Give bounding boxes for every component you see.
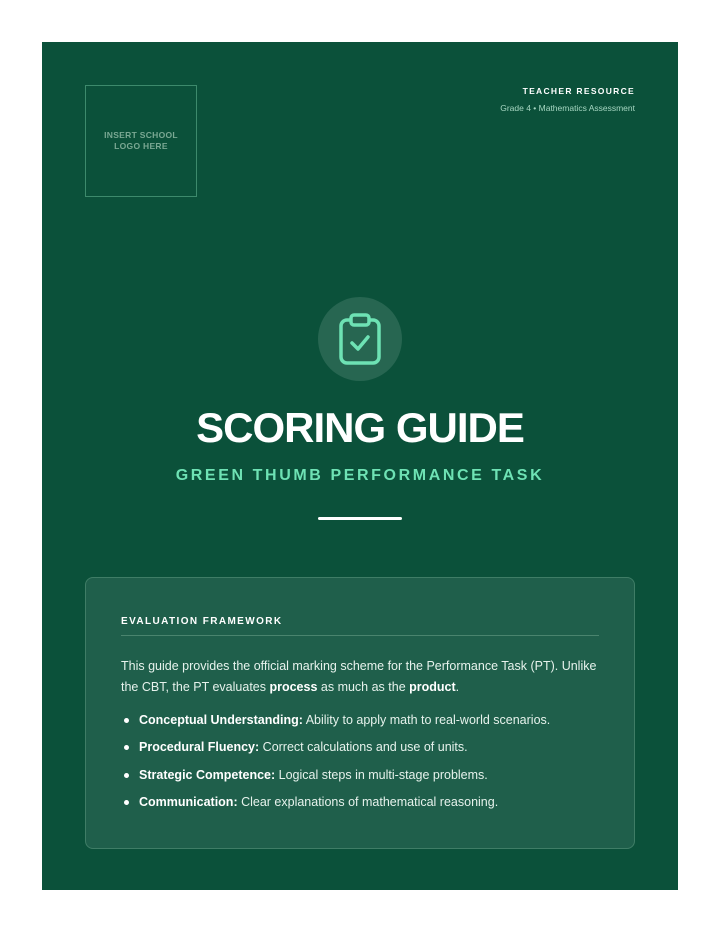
logo-placeholder-text: INSERT SCHOOL LOGO HERE	[104, 130, 178, 151]
header-meta	[500, 86, 635, 113]
list-item	[121, 739, 550, 766]
criterion-desc: Ability to apply math to real-world scenarios.	[302, 713, 551, 727]
intro-emphasis-product: product	[409, 680, 456, 694]
criterion-desc: Clear explanations of mathematical reasoning.	[237, 794, 499, 809]
criterion-term: Procedural Fluency:	[139, 740, 260, 755]
school-logo-placeholder	[85, 85, 197, 197]
framework-intro	[121, 656, 611, 698]
framework-divider	[121, 635, 599, 636]
criterion-desc: Logical steps in multi-stage problems.	[275, 767, 488, 782]
intro-text: This guide provides the official marking scheme for the Performance Task (PT). Unlike the CBT, the PT evaluates	[121, 659, 597, 694]
intro-emphasis-process: process	[269, 680, 318, 694]
evaluation-framework-panel	[85, 577, 635, 849]
criterion-term: Communication:	[139, 794, 238, 809]
list-item	[121, 794, 550, 821]
criterion-desc: Correct calculations and use of units.	[259, 740, 468, 755]
title-divider	[318, 517, 402, 520]
clipboard-check-icon	[337, 312, 383, 366]
criterion-term: Strategic Competence:	[139, 767, 276, 782]
resource-label: TEACHER RESOURCE	[522, 86, 635, 96]
list-item	[121, 767, 550, 794]
framework-heading: EVALUATION FRAMEWORK	[121, 616, 283, 627]
criterion-term: Conceptual Understanding:	[139, 713, 303, 727]
hero-icon-badge	[318, 297, 402, 381]
cover-page	[42, 42, 678, 890]
grade-line: Grade 4 • Mathematics Assessment	[500, 103, 635, 113]
page-title: SCORING GUIDE	[196, 404, 524, 451]
page-subtitle: GREEN THUMB PERFORMANCE TASK	[175, 467, 545, 484]
list-item	[121, 712, 550, 739]
criteria-list	[121, 712, 550, 821]
intro-text: as much as the	[317, 680, 410, 694]
intro-text: .	[455, 680, 460, 694]
